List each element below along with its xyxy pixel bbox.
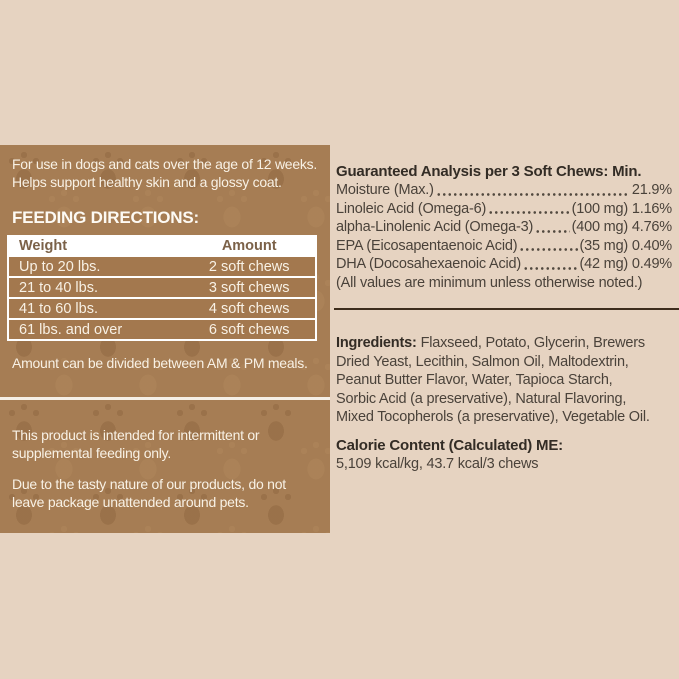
amount-cell: 2 soft chews (208, 258, 290, 275)
feeding-table (7, 235, 317, 341)
dot-leader (523, 265, 577, 272)
dot-leader (488, 209, 569, 216)
weight-column-header: Weight (19, 238, 68, 254)
analysis-label: EPA (Eicosapentaenoic Acid) (336, 237, 518, 254)
feeding-directions-panel (0, 145, 330, 533)
ingredients-line: Mixed Tocopherols (a preservative), Vegetable Oil. (336, 409, 650, 425)
table-row (9, 299, 315, 318)
analysis-value: (400 mg) 4.76% (571, 219, 672, 235)
ingredients-label: Ingredients: (336, 335, 417, 351)
ingredients-line: Dried Yeast, Lecithin, Salmon Oil, Maltodextrin, (336, 353, 629, 370)
dot-leader (436, 191, 630, 198)
analysis-value: (35 mg) 0.40% (579, 237, 672, 254)
analysis-row (336, 238, 672, 257)
feeding-directions-title: FEEDING DIRECTIONS: (12, 208, 199, 227)
caution-note (12, 475, 286, 511)
analysis-value: 21.9% (631, 182, 672, 198)
usage-intro (12, 155, 317, 191)
ingredients-line (336, 334, 679, 353)
amount-cell: 4 soft chews (208, 300, 290, 317)
calorie-content-title: Calorie Content (Calculated) ME: (336, 437, 563, 454)
analysis-label: DHA (Docosahexaenoic Acid) (336, 256, 522, 272)
intermittent-note-line: This product is intended for intermittent or (12, 427, 260, 443)
caution-note-line: leave package unattended around pets. (12, 494, 249, 510)
analysis-value: (100 mg) 1.16% (571, 200, 672, 217)
calorie-content-value: 5,109 kcal/kg, 43.7 kcal/3 chews (336, 456, 539, 472)
caution-note-line: Due to the tasty nature of our products, do not (12, 476, 286, 492)
divide-note: Amount can be divided between AM & PM meals. (12, 355, 308, 371)
analysis-footnote: (All values are minimum unless otherwise noted.) (336, 274, 643, 291)
dot-leader (535, 228, 570, 235)
analysis-row (336, 256, 672, 275)
dot-leader (519, 246, 577, 253)
weight-cell: 61 lbs. and over (19, 321, 123, 338)
weight-cell: 41 to 60 lbs. (19, 300, 98, 317)
analysis-value: (42 mg) 0.49% (579, 256, 672, 272)
ingredients-line: Sorbic Acid (a preservative), Natural Flavoring, (336, 390, 627, 407)
usage-intro-line: Helps support healthy skin and a glossy coat. (12, 174, 282, 190)
amount-column-header: Amount (221, 238, 277, 254)
table-row (9, 257, 315, 276)
ingredients-paragraph (336, 334, 679, 427)
ingredients-line-text: Flaxseed, Potato, Glycerin, Brewers (420, 335, 645, 351)
left-divider-line (0, 397, 330, 400)
table-row (9, 278, 315, 297)
weight-cell: Up to 20 lbs. (19, 258, 101, 275)
guaranteed-analysis-title: Guaranteed Analysis per 3 Soft Chews: Min. (336, 163, 642, 180)
analysis-row (336, 182, 672, 201)
analysis-row (336, 201, 672, 220)
intermittent-note-line: supplemental feeding only. (12, 445, 172, 461)
feeding-table-header-row (9, 237, 315, 255)
intermittent-feeding-note (12, 426, 259, 462)
guaranteed-analysis-list (336, 182, 672, 293)
usage-intro-line: For use in dogs and cats over the age of 12 weeks. (12, 156, 318, 172)
analysis-row (336, 219, 672, 238)
ingredients-line: Peanut Butter Flavor, Water, Tapioca Starch, (336, 372, 613, 388)
amount-cell: 3 soft chews (208, 279, 290, 296)
weight-cell: 21 to 40 lbs. (19, 279, 98, 296)
right-divider-line (334, 308, 679, 310)
analysis-label: Moisture (Max.) (336, 182, 434, 198)
table-row (9, 320, 315, 339)
analysis-label: alpha-Linolenic Acid (Omega-3) (336, 219, 534, 235)
amount-cell: 6 soft chews (208, 321, 290, 338)
analysis-label: Linoleic Acid (Omega-6) (336, 200, 487, 217)
